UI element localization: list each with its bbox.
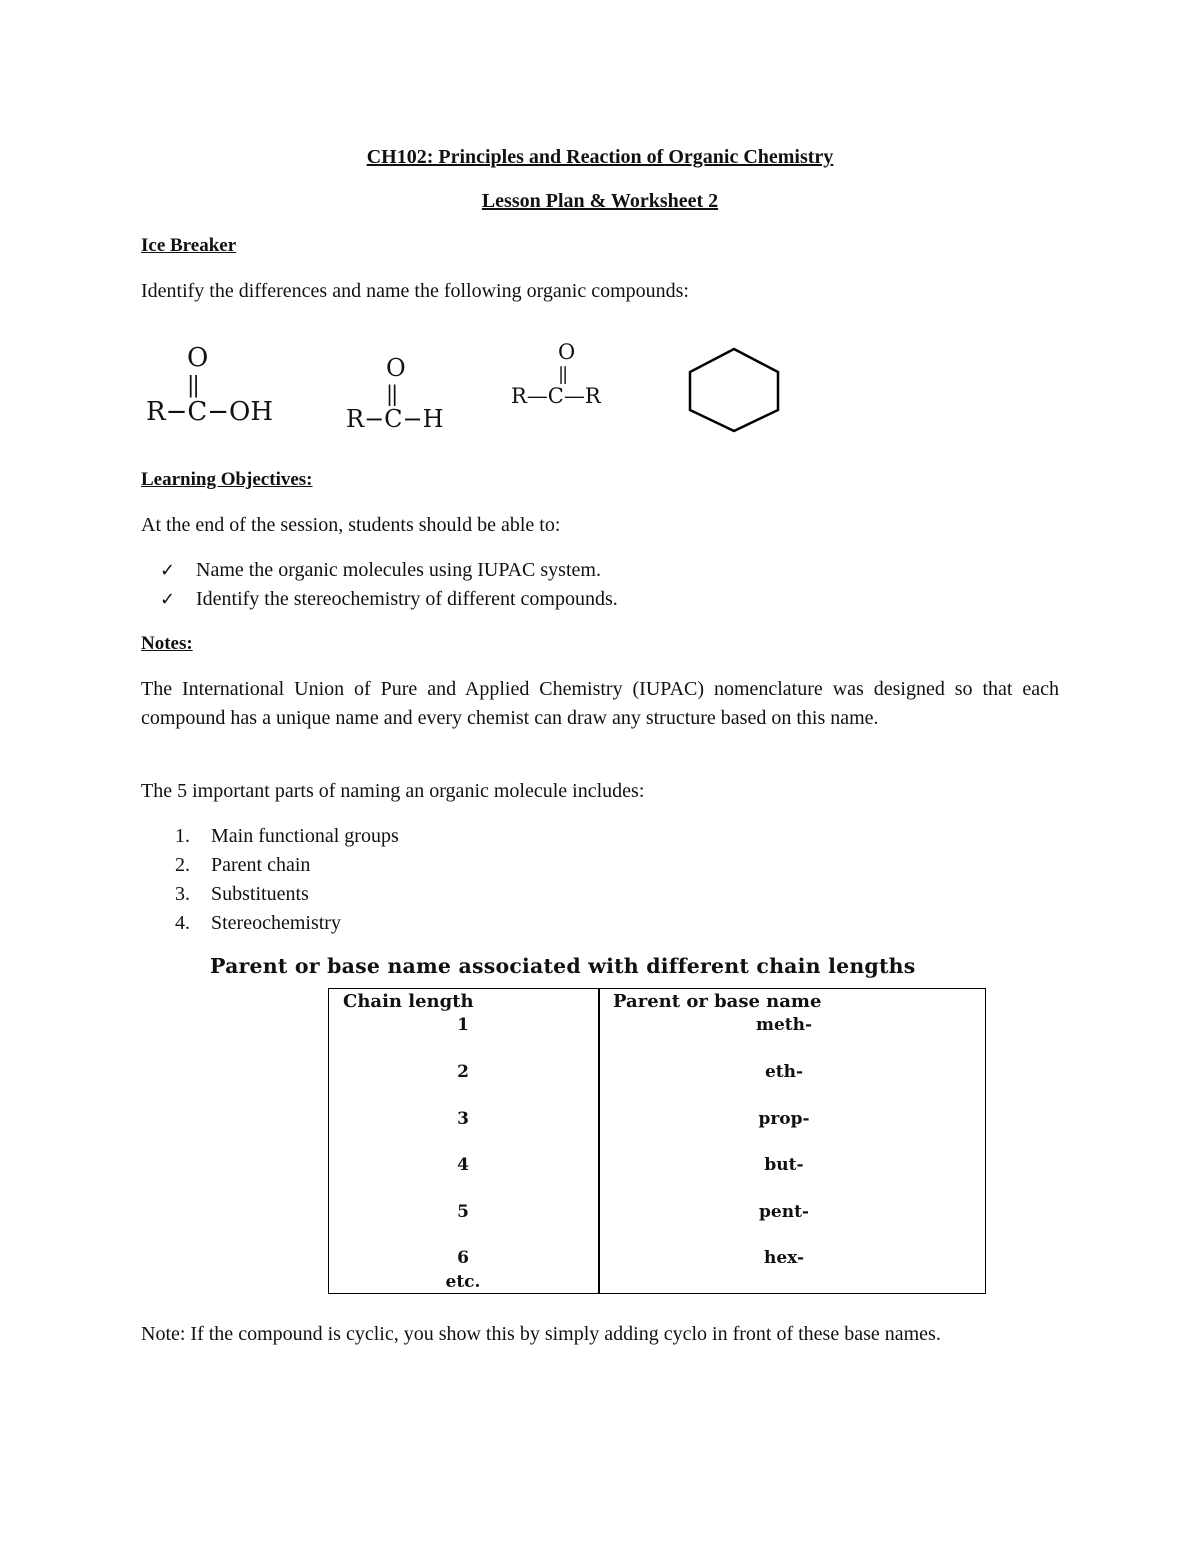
ice-breaker-prompt: Identify the differences and name the following organic compounds: xyxy=(141,280,689,302)
structure-1-oxygen: O xyxy=(187,343,209,373)
notes-paragraph: The International Union of Pure and Applied Chemistry (IUPAC) nomenclature was designed so that each compound has a unique name and every chemist can draw any structure based on this name. xyxy=(141,678,1059,729)
table-cell: meth- xyxy=(755,1015,813,1035)
table-title: Parent or base name associated with different chain lengths xyxy=(210,954,916,978)
list-item: 1. Main functional groups xyxy=(175,825,399,847)
column-divider xyxy=(598,989,600,1293)
table-cell: 5 xyxy=(457,1202,469,1222)
list-item: ✓ Identify the stereochemistry of different compounds. xyxy=(160,588,618,610)
learning-objectives-heading: Learning Objectives: xyxy=(141,469,313,490)
checkmark-icon: ✓ xyxy=(160,589,176,610)
structure-3-formula: R—C—R xyxy=(511,384,601,408)
structure-1-formula: R−C−OH xyxy=(146,397,274,427)
ice-breaker-heading: Ice Breaker xyxy=(141,235,237,256)
objectives-intro: At the end of the session, students should be able to: xyxy=(141,514,561,536)
table-cell: pent- xyxy=(759,1202,809,1222)
table-cell: 6 xyxy=(457,1248,469,1268)
list-item: 3. Substituents xyxy=(175,883,309,905)
notes-heading: Notes: xyxy=(141,633,193,654)
cyclic-note: Note: If the compound is cyclic, you show this by simply adding cyclo in front of these base names. xyxy=(141,1323,941,1345)
table-cell: hex- xyxy=(763,1248,805,1268)
structure-1-double-bond: || xyxy=(187,373,198,398)
structure-2-double-bond: || xyxy=(386,382,397,406)
table-cell: etc. xyxy=(445,1272,481,1292)
naming-parts-intro: The 5 important parts of naming an organic molecule includes: xyxy=(141,780,645,802)
table-cell: 3 xyxy=(457,1109,469,1129)
course-title: CH102: Principles and Reaction of Organic Chemistry xyxy=(366,146,834,168)
table-cell: 2 xyxy=(457,1062,469,1082)
structure-3-oxygen: O xyxy=(558,340,576,364)
structure-2-formula: R−C−H xyxy=(346,405,444,433)
structure-3-double-bond: || xyxy=(558,364,567,385)
list-item: ✓ Name the organic molecules using IUPAC system. xyxy=(160,559,601,581)
list-item: 2. Parent chain xyxy=(175,854,311,876)
checkmark-icon: ✓ xyxy=(160,560,176,581)
table-cell: 4 xyxy=(457,1155,469,1175)
worksheet-subtitle: Lesson Plan & Worksheet 2 xyxy=(481,190,719,212)
list-item: 4. Stereochemistry xyxy=(175,912,341,934)
hexagon-icon xyxy=(684,346,784,434)
structure-2-oxygen: O xyxy=(386,354,406,382)
column-header: Parent or base name xyxy=(613,991,822,1012)
table-cell: 1 xyxy=(457,1015,469,1035)
table-cell: eth- xyxy=(764,1062,804,1082)
table-cell: but- xyxy=(764,1155,804,1175)
table-cell: prop- xyxy=(758,1109,810,1129)
chain-length-table xyxy=(328,988,986,1294)
column-header: Chain length xyxy=(343,991,474,1012)
